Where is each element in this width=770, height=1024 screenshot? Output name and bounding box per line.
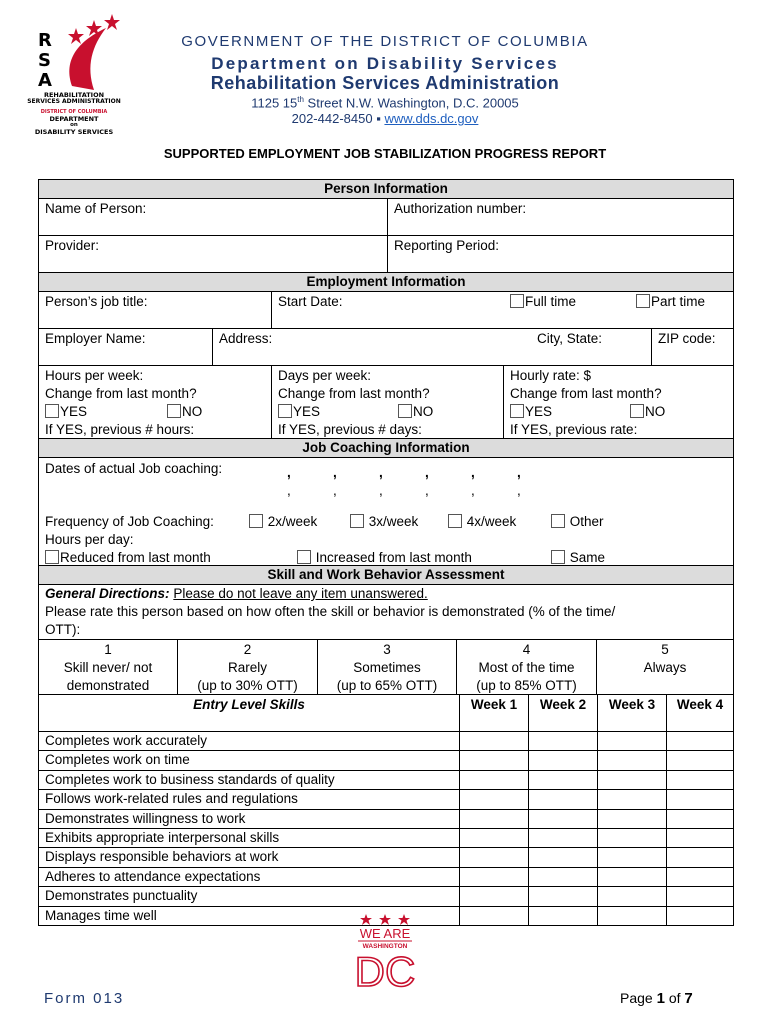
scale-label: Rarely bbox=[227, 660, 267, 675]
date-separator: , bbox=[471, 465, 475, 480]
table-row bbox=[39, 886, 733, 905]
skill-label: Follows work-related rules and regulations bbox=[45, 791, 298, 807]
employment-row-3 bbox=[39, 365, 733, 438]
skill-label: Manages time well bbox=[45, 907, 157, 923]
table-row bbox=[39, 828, 733, 847]
scale-number: 1 bbox=[104, 642, 112, 657]
week-4-rating[interactable] bbox=[666, 887, 733, 905]
skill-label: Completes work accurately bbox=[45, 733, 208, 748]
person-info-heading: Person Information bbox=[39, 180, 733, 198]
date-separator: , bbox=[425, 483, 429, 498]
address-field[interactable]: Address: bbox=[212, 329, 531, 365]
full-time-label: Full time bbox=[525, 294, 577, 309]
week-2-rating[interactable] bbox=[528, 829, 598, 847]
administration-heading: Rehabilitation Services Administration bbox=[210, 73, 560, 93]
contact-line bbox=[150, 111, 620, 126]
days-no-option[interactable] bbox=[398, 403, 433, 421]
reduced-checkbox[interactable] bbox=[45, 550, 59, 564]
week-2-rating[interactable] bbox=[528, 810, 598, 828]
week-3-rating[interactable] bbox=[597, 887, 667, 905]
we-are-dc-icon bbox=[352, 912, 418, 992]
week-2-rating[interactable] bbox=[528, 868, 598, 886]
freq-2x-label: 2x/week bbox=[267, 514, 318, 529]
scale-number: 3 bbox=[383, 642, 391, 657]
hours-yes-option[interactable] bbox=[45, 403, 87, 421]
department-heading: Department on Disability Services bbox=[211, 54, 559, 73]
full-time-checkbox[interactable] bbox=[510, 294, 524, 308]
days-yes-option[interactable] bbox=[278, 403, 320, 421]
form-number: Form 013 bbox=[44, 990, 125, 1007]
part-time-option[interactable] bbox=[636, 293, 705, 311]
week-4-rating[interactable] bbox=[666, 771, 733, 789]
week-1-rating[interactable] bbox=[459, 829, 529, 847]
days-yes-no bbox=[278, 403, 497, 421]
scale-label: (up to 30% OTT) bbox=[197, 678, 298, 693]
week-3-rating[interactable] bbox=[597, 810, 667, 828]
table-row bbox=[39, 732, 733, 750]
scale-5 bbox=[596, 640, 733, 694]
rsa-swoosh-icon bbox=[14, 8, 134, 98]
days-no-checkbox[interactable] bbox=[398, 404, 412, 418]
scale-2 bbox=[177, 640, 317, 694]
skill-label: Adheres to attendance expectations bbox=[45, 868, 261, 884]
week-3-rating[interactable] bbox=[597, 790, 667, 808]
general-directions bbox=[39, 584, 733, 639]
general-directions-underlined: Please do not leave any item unanswered. bbox=[173, 586, 428, 601]
job-coaching-heading: Job Coaching Information bbox=[39, 438, 733, 457]
freq-2x-checkbox[interactable] bbox=[249, 514, 263, 528]
frequency-label: Frequency of Job Coaching: bbox=[45, 514, 214, 529]
week-4-rating[interactable] bbox=[666, 751, 733, 769]
page-current: 1 bbox=[656, 990, 665, 1007]
hourly-rate-label[interactable]: Hourly rate: $ bbox=[510, 368, 592, 383]
hours-yes-checkbox[interactable] bbox=[45, 404, 59, 418]
date-separator: , bbox=[287, 465, 291, 480]
rsa-logo bbox=[14, 8, 134, 138]
we-are-washington-dc-logo bbox=[352, 912, 418, 992]
freq-4x-label: 4x/week bbox=[466, 514, 517, 529]
rate-change-question: Change from last month? bbox=[510, 386, 662, 401]
employment-row-2 bbox=[39, 328, 733, 365]
days-no-label: NO bbox=[413, 404, 434, 419]
assessment-heading: Skill and Work Behavior Assessment bbox=[39, 565, 733, 584]
phone-number: 202-442-8450 bbox=[291, 111, 373, 126]
week-1-rating[interactable] bbox=[459, 848, 529, 866]
week-1-rating[interactable] bbox=[459, 810, 529, 828]
skill-label: Completes work on time bbox=[45, 752, 190, 768]
week-3-rating[interactable] bbox=[597, 848, 667, 866]
start-date-label: Start Date: bbox=[278, 294, 343, 309]
week-1-rating[interactable] bbox=[459, 771, 529, 789]
city-state-field[interactable]: City, State: bbox=[537, 331, 603, 346]
week-2-rating[interactable] bbox=[528, 907, 598, 925]
week-3-rating[interactable] bbox=[597, 771, 667, 789]
date-separator: , bbox=[379, 483, 383, 498]
week-1-rating[interactable] bbox=[459, 868, 529, 886]
logo-rehab: REHABILITATION bbox=[43, 91, 105, 99]
week-3-rating[interactable] bbox=[597, 732, 667, 750]
table-row bbox=[39, 847, 733, 866]
table-row bbox=[39, 789, 733, 808]
zip-code-field[interactable]: ZIP code: bbox=[651, 329, 733, 365]
page-number bbox=[620, 990, 693, 1007]
hours-per-week-cell bbox=[39, 366, 271, 438]
we-are-text: WE ARE bbox=[359, 926, 411, 941]
date-separator: , bbox=[379, 465, 383, 480]
previous-rate-label[interactable]: If YES, previous rate: bbox=[510, 422, 638, 437]
rating-instruction-1: Please rate this person based on how often the skill or behavior is demonstrated (% of the time/ bbox=[45, 604, 616, 619]
table-row bbox=[39, 867, 733, 886]
week-3-rating[interactable] bbox=[597, 907, 667, 925]
freq-4x-option[interactable] bbox=[448, 513, 516, 531]
skills-table bbox=[39, 731, 733, 925]
scale-3 bbox=[317, 640, 456, 694]
scale-label: Skill never/ not bbox=[63, 660, 153, 675]
week-4-header: Week 4 bbox=[666, 695, 733, 731]
logo-on: on bbox=[70, 122, 78, 128]
days-per-week-label[interactable]: Days per week: bbox=[278, 368, 372, 383]
increased-label: Increased from last month bbox=[315, 550, 472, 565]
scale-1 bbox=[39, 640, 177, 694]
part-time-checkbox[interactable] bbox=[636, 294, 650, 308]
scale-label: Always bbox=[643, 660, 687, 675]
hours-no-label: NO bbox=[182, 404, 203, 419]
rate-yes-checkbox[interactable] bbox=[510, 404, 524, 418]
logo-letter-s: S bbox=[38, 50, 51, 71]
hours-per-week-label[interactable]: Hours per week: bbox=[45, 368, 144, 383]
freq-4x-checkbox[interactable] bbox=[448, 514, 462, 528]
scale-label: Most of the time bbox=[478, 660, 575, 675]
logo-department: DEPARTMENT bbox=[49, 115, 99, 123]
scale-label: (up to 85% OTT) bbox=[476, 678, 577, 693]
entry-level-skills-heading: Entry Level Skills bbox=[193, 697, 305, 712]
date-separator: , bbox=[517, 483, 521, 498]
week-1-header: Week 1 bbox=[459, 695, 528, 731]
freq-other-option[interactable] bbox=[551, 513, 604, 531]
week-4-rating[interactable] bbox=[666, 790, 733, 808]
days-per-week-cell bbox=[271, 366, 503, 438]
employment-row-1 bbox=[39, 291, 733, 328]
bullet-separator: ▪ bbox=[376, 111, 381, 126]
date-separator: , bbox=[425, 465, 429, 480]
rate-no-label: NO bbox=[645, 404, 666, 419]
week-2-rating[interactable] bbox=[528, 790, 598, 808]
week-4-rating[interactable] bbox=[666, 732, 733, 750]
job-title-field[interactable]: Person’s job title: bbox=[45, 294, 148, 309]
job-coaching-body bbox=[39, 457, 733, 565]
week-2-rating[interactable] bbox=[528, 732, 598, 750]
date-separator: , bbox=[517, 465, 521, 480]
table-row bbox=[39, 809, 733, 828]
freq-other-label: Other bbox=[569, 514, 604, 529]
scale-number: 2 bbox=[243, 642, 252, 657]
same-checkbox[interactable] bbox=[551, 550, 565, 564]
part-time-label: Part time bbox=[651, 294, 706, 309]
scale-label: (up to 65% OTT) bbox=[336, 678, 438, 693]
logo-letter-r: R bbox=[38, 30, 52, 51]
hours-no-checkbox[interactable] bbox=[167, 404, 181, 418]
hourly-rate-cell bbox=[503, 366, 733, 438]
government-heading: GOVERNMENT OF THE DISTRICT OF COLUMBIA bbox=[181, 33, 589, 50]
page-prefix: Page bbox=[620, 990, 657, 1006]
skill-label: Completes work to business standards of quality bbox=[45, 771, 335, 787]
week-2-rating[interactable] bbox=[528, 848, 598, 866]
dates-coaching-label[interactable]: Dates of actual Job coaching: bbox=[45, 461, 223, 476]
dc-text: DC bbox=[354, 948, 416, 992]
week-1-rating[interactable] bbox=[459, 887, 529, 905]
week-2-rating[interactable] bbox=[528, 887, 598, 905]
week-1-rating[interactable] bbox=[459, 732, 529, 750]
scale-label: demonstrated bbox=[66, 678, 150, 693]
logo-services: SERVICES ADMINISTRATION bbox=[27, 98, 121, 105]
skill-label: Exhibits appropriate interpersonal skills bbox=[45, 829, 280, 845]
date-separator: , bbox=[471, 483, 475, 498]
washington-text: WASHINGTON bbox=[362, 943, 408, 950]
employer-name-field[interactable]: Employer Name: bbox=[45, 331, 146, 346]
freq-2x-option[interactable] bbox=[249, 513, 317, 531]
address-street: Street N.W. Washington, D.C. 20005 bbox=[303, 95, 519, 111]
rate-no-checkbox[interactable] bbox=[630, 404, 644, 418]
hours-yes-label: YES bbox=[60, 404, 88, 419]
scale-number: 5 bbox=[661, 642, 669, 657]
provider-field[interactable]: Provider: bbox=[45, 238, 100, 253]
report-title: SUPPORTED EMPLOYMENT JOB STABILIZATION PROGRESS REPORT bbox=[163, 146, 607, 161]
week-4-rating[interactable] bbox=[666, 829, 733, 847]
employment-info-heading: Employment Information bbox=[39, 272, 733, 291]
rating-scale-row bbox=[39, 639, 733, 694]
skill-label: Displays responsible behaviors at work bbox=[45, 849, 279, 865]
full-time-option[interactable] bbox=[510, 293, 576, 311]
hours-yes-no bbox=[45, 403, 265, 421]
general-directions-bold: General Directions: bbox=[45, 586, 170, 601]
person-row-2 bbox=[39, 235, 733, 272]
previous-days-label[interactable]: If YES, previous # days: bbox=[278, 422, 422, 437]
person-row-1 bbox=[39, 198, 733, 235]
freq-3x-label: 3x/week bbox=[368, 514, 419, 529]
freq-other-checkbox[interactable] bbox=[551, 514, 565, 528]
reduced-label: Reduced from last month bbox=[60, 550, 211, 565]
week-4-rating[interactable] bbox=[666, 868, 733, 886]
website-link[interactable]: www.dds.dc.gov bbox=[384, 111, 479, 126]
week-4-rating[interactable] bbox=[666, 810, 733, 828]
reporting-period-field[interactable]: Reporting Period: bbox=[387, 236, 733, 272]
page-of: of bbox=[664, 990, 685, 1006]
logo-district: DISTRICT OF COLUMBIA bbox=[40, 109, 108, 115]
week-2-rating[interactable] bbox=[528, 751, 598, 769]
hours-no-option[interactable] bbox=[167, 403, 202, 421]
days-change-question: Change from last month? bbox=[278, 386, 430, 401]
days-yes-checkbox[interactable] bbox=[278, 404, 292, 418]
week-3-rating[interactable] bbox=[597, 751, 667, 769]
hours-per-day-label: Hours per day: bbox=[45, 532, 134, 547]
week-1-rating[interactable] bbox=[459, 907, 529, 925]
table-row bbox=[39, 770, 733, 789]
week-4-rating[interactable] bbox=[666, 907, 733, 925]
days-yes-label: YES bbox=[293, 404, 321, 419]
scale-number: 4 bbox=[522, 642, 531, 657]
rating-instruction-2: OTT): bbox=[45, 622, 81, 637]
page-total: 7 bbox=[684, 990, 693, 1007]
skill-label: Demonstrates punctuality bbox=[45, 888, 198, 904]
date-separator: , bbox=[333, 465, 337, 480]
week-1-rating[interactable] bbox=[459, 751, 529, 769]
week-1-rating[interactable] bbox=[459, 790, 529, 808]
name-of-person-field[interactable]: Name of Person: bbox=[45, 201, 147, 216]
skill-label: Demonstrates willingness to work bbox=[45, 810, 246, 826]
hours-change-question: Change from last month? bbox=[45, 386, 197, 401]
date-separator: , bbox=[287, 483, 291, 498]
same-label: Same bbox=[569, 550, 606, 565]
logo-disability: DISABILITY SERVICES bbox=[34, 128, 114, 136]
week-4-rating[interactable] bbox=[666, 848, 733, 866]
rate-yes-no bbox=[510, 403, 727, 421]
general-directions-line bbox=[45, 585, 727, 603]
progress-report-form bbox=[38, 179, 734, 926]
rate-no-option[interactable] bbox=[630, 403, 665, 421]
freq-3x-option[interactable] bbox=[350, 513, 418, 531]
skills-header-row bbox=[39, 694, 733, 731]
increased-checkbox[interactable] bbox=[297, 550, 311, 564]
week-3-header: Week 3 bbox=[597, 695, 666, 731]
rate-yes-option[interactable] bbox=[510, 403, 552, 421]
table-row bbox=[39, 750, 733, 769]
address-sup: th bbox=[297, 95, 304, 104]
week-3-rating[interactable] bbox=[597, 829, 667, 847]
week-2-rating[interactable] bbox=[528, 771, 598, 789]
freq-3x-checkbox[interactable] bbox=[350, 514, 364, 528]
authorization-number-field[interactable]: Authorization number: bbox=[387, 199, 733, 235]
previous-hours-label[interactable]: If YES, previous # hours: bbox=[45, 422, 195, 437]
week-2-header: Week 2 bbox=[528, 695, 597, 731]
week-3-rating[interactable] bbox=[597, 868, 667, 886]
rate-yes-label: YES bbox=[525, 404, 553, 419]
address-number: 1125 15 bbox=[251, 95, 298, 111]
scale-4 bbox=[456, 640, 596, 694]
start-date-field[interactable] bbox=[271, 292, 733, 328]
logo-letter-a: A bbox=[38, 70, 52, 91]
address-line bbox=[150, 95, 620, 110]
scale-label: Sometimes bbox=[353, 660, 421, 675]
date-separator: , bbox=[333, 483, 337, 498]
